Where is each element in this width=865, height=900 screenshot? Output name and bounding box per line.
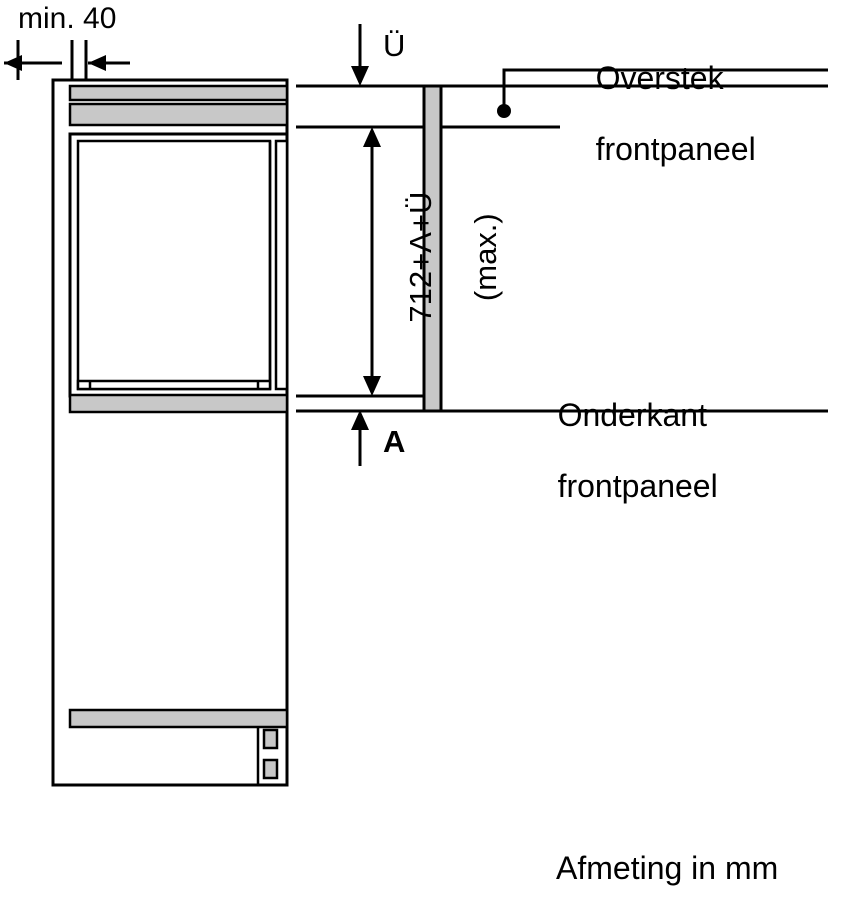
bottom-front-panel-line1: Onderkant	[557, 396, 707, 433]
upper-compartment	[70, 134, 287, 396]
height-dimension-line2: (max.)	[467, 213, 503, 302]
lower-plinth-strip	[70, 710, 287, 727]
mid-shelf-strip	[70, 395, 287, 412]
gap-dimension-arrow	[351, 410, 369, 466]
bottom-front-panel-label	[522, 362, 718, 541]
height-dimension-label	[307, 0, 600, 323]
units-note: Afmeting in mm	[556, 850, 779, 886]
min-clearance-label: min. 40	[18, 2, 117, 35]
overhang-front-panel-line1: Overstek	[595, 59, 724, 96]
overhang-symbol-label: Ü	[383, 28, 406, 63]
min-clearance-dimension	[4, 40, 130, 80]
gap-symbol-label: A	[383, 424, 406, 459]
bottom-front-panel-line2: frontpaneel	[557, 468, 718, 505]
overhang-front-panel-label	[560, 25, 756, 204]
arrow-left-icon	[4, 55, 22, 71]
arrow-right-icon	[88, 55, 106, 71]
top-panel-strips	[70, 86, 287, 125]
overhang-front-panel-line2: frontpaneel	[595, 131, 756, 168]
arrow-up-icon	[351, 410, 369, 430]
height-dimension-line1: 712+A+Ü	[402, 191, 438, 323]
